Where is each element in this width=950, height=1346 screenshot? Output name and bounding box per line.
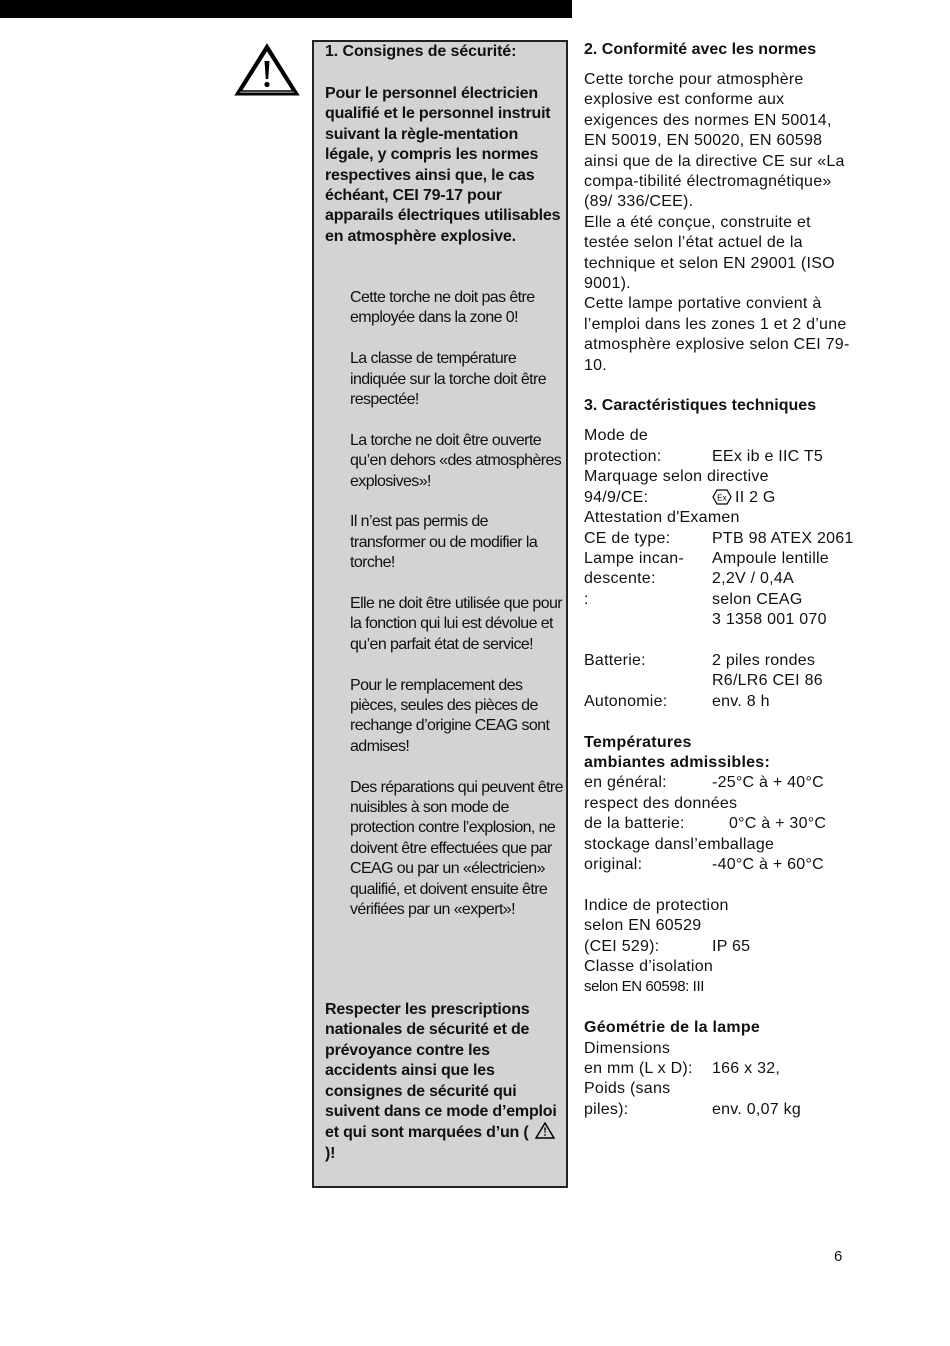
safety-intro: Pour le personnel électricien qualifié et le personnel instruit suivant la règle-mentation légale, y compris les normes respectives ainsi que, le cas échéant, CEI 79-17 pour apparails électriques utilisables en atmosphère explosive. [325,85,561,245]
conformity-heading: 2. Conformité avec les normes [584,41,817,58]
safety-rules-list [350,288,564,941]
safety-rule: Pour le remplacement des pièces, seules des pièces de rechange d’origine CEAG sont admises! [350,676,550,755]
safety-rule: La torche ne doit être ouverte qu’en dehors «des atmosphères explosives»! [350,431,562,490]
safety-rule: Cette torche ne doit pas être employée dans la zone 0! [350,289,535,327]
safety-rule: Elle ne doit être utilisée que pour la fonction qui lui est dévolue et qu’en parfait état de service! [350,595,563,653]
safety-rule: La classe de température indiquée sur la torche doit être respectée! [350,350,547,409]
geometry-heading: Géométrie de la lampe [584,1019,760,1037]
tech-label: Dimensions [584,1039,671,1057]
safety-rule: Il n’est pas permis de transformer ou de modifier la torche! [350,513,538,572]
tech-label: selon EN 60598: III [584,978,704,996]
tech-label: Marquage selon directive [584,468,769,486]
tech-label: stockage dansl’emballage [584,835,775,853]
tech-label: selon EN 60529 [584,917,702,935]
spec-row-ip [584,937,854,957]
spec-row-autonomy [584,692,854,712]
spec-value: Ampoule lentille [712,549,829,567]
safety-outro-end: )! [325,1144,336,1162]
spec-label: en mm (L x D): [584,1060,693,1078]
conformity-paragraph: Cette lampe portative convient à l’emploi dans les zones 1 et 2 d’une atmosphère explosive selon CEI 79-10. [584,295,850,374]
ex-hexagon-icon [712,489,732,505]
spec-row-weight [584,1100,854,1120]
spec-value: -40°C à + 60°C [712,855,824,873]
spec-row-marking [584,488,854,508]
conformity-paragraph: Elle a été conçue, construite et testée selon l’état actuel de la technique et selon EN 29001 (ISO 9001). [584,213,835,293]
spec-label: : [584,590,589,608]
spec-label: original: [584,855,643,873]
spec-row-lamp [584,549,854,631]
spec-label: Autonomie: [584,692,668,710]
spec-value: II 2 G [735,488,776,506]
spec-value: 3 1358 001 070 [712,611,827,629]
spec-value: EEx ib e IIC T5 [712,447,824,465]
spec-label: piles): [584,1100,629,1118]
spec-label: protection: [584,447,662,465]
spec-row-protection [584,447,854,467]
spec-label: de la batterie: [584,815,685,833]
spec-row-attestation [584,529,854,549]
spec-value: selon CEAG [712,590,803,608]
spec-label: en général: [584,774,667,792]
spec-value: 166 x 32, [712,1060,781,1078]
spec-row-dimensions [584,1059,854,1079]
tech-label: Attestation d'Examen [584,509,740,527]
spec-value: env. 8 h [712,692,770,710]
page-number: 6 [834,1248,843,1265]
warning-triangle-icon [234,43,300,97]
tech-label: Poids (sans [584,1080,671,1098]
spec-row-temp-general [584,773,854,793]
svg-text:Ex: Ex [717,493,727,503]
inline-warning-icon [535,1122,555,1139]
temp-heading: ambiantes admissibles: [584,753,771,771]
spec-label: CE de type: [584,529,671,547]
spec-value: 0°C à + 30°C [729,815,827,833]
spec-label: 94/9/CE: [584,488,649,506]
right-column [584,40,854,1120]
top-black-bar [0,0,572,18]
spec-row-battery [584,651,854,692]
spec-row-temp-battery [584,814,854,834]
spec-value: 2 piles rondes R6/LR6 CEI 86 [712,651,823,690]
spec-label: Lampe incan- [584,549,684,567]
spec-value: PTB 98 ATEX 2061 [712,529,854,547]
conformity-paragraph: Cette torche pour atmosphère explosive est conforme aux exigences des normes EN 50014, EN 50019, EN 50020, EN 60598 ainsi que de la directive CE sur «La compa-tibilité électromagnétique» (89/ 336/CEE). [584,71,845,211]
tech-label: Classe d’isolation [584,958,714,975]
safety-rule: Des réparations qui peuvent être nuisibles à son mode de protection contre l’explosion, ne doivent être effectuées que par CEAG ou par un «électricien» qualifié, et doivent ensuite être vérifiées par un «expert»! [350,778,563,919]
spec-value: env. 0,07 kg [712,1100,801,1118]
spec-label: Batterie: [584,651,646,669]
spec-value: IP 65 [712,937,751,955]
temp-heading: Températures [584,733,692,751]
spec-label: (CEI 529): [584,937,660,955]
spec-value: 2,2V / 0,4A [712,570,794,588]
spec-label: descente: [584,570,656,588]
tech-label: Mode de [584,427,649,445]
tech-heading: 3. Caractéristiques techniques [584,397,817,415]
tech-label: Indice de protection [584,896,729,914]
safety-outro-text: Respecter les prescriptions nationales de sécurité et de prévoyance contre les accidents ainsi que les consignes de sécurité qui suivent dans ce mode d’emploi et qui sont marquées d’un ( [325,1001,557,1142]
safety-outro [325,1000,563,1164]
spec-row-temp-storage [584,855,854,875]
safety-heading: 1. Consignes de sécurité: [325,43,517,60]
tech-label: respect des données [584,794,738,812]
safety-instructions-box [312,40,568,1188]
spec-value: -25°C à + 40°C [712,774,824,792]
